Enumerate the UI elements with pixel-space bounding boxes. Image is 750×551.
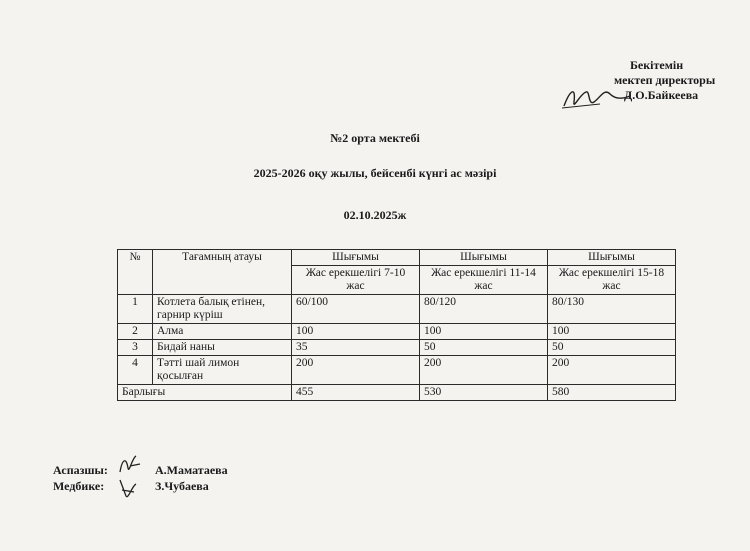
row-number: 1 — [118, 295, 153, 324]
yield-value: 100 — [548, 324, 676, 340]
approval-line-3: Д.О.Байкеева — [624, 88, 699, 102]
menu-table — [117, 249, 676, 401]
director-signature — [560, 80, 632, 114]
menu-subtitle: 2025-2026 оқу жылы, бейсенбі күнгі ас мәзірі — [253, 166, 497, 180]
age-group-header: Жас ерекшелігі 11-14 жас — [420, 266, 548, 295]
dish-name: Тәтті шай лимон қосылған — [153, 356, 292, 385]
menu-date: 02.10.2025ж — [343, 208, 407, 222]
yield-value: 200 — [292, 356, 420, 385]
table-header-row — [118, 250, 676, 266]
approval-line-1: Бекітемін — [630, 58, 684, 72]
col-yield-header: Шығымы — [548, 250, 676, 266]
col-number-header: № — [118, 250, 153, 295]
col-name-header: Тағамның атауы — [153, 250, 292, 295]
table-row — [118, 356, 676, 385]
col-yield-header: Шығымы — [420, 250, 548, 266]
table-row — [118, 340, 676, 356]
dish-name: Алма — [153, 324, 292, 340]
cook-signature — [116, 452, 144, 478]
approval-line-2: мектеп директоры — [614, 73, 716, 87]
total-value: 455 — [292, 385, 420, 401]
yield-value: 100 — [420, 324, 548, 340]
dish-name: Котлета балық етінен, гарнир күріш — [153, 295, 292, 324]
yield-value: 100 — [292, 324, 420, 340]
table-total-row — [118, 385, 676, 401]
yield-value: 80/120 — [420, 295, 548, 324]
yield-value: 200 — [420, 356, 548, 385]
total-label: Барлығы — [118, 385, 292, 401]
col-yield-header: Шығымы — [292, 250, 420, 266]
yield-value: 35 — [292, 340, 420, 356]
dish-name: Бидай наны — [153, 340, 292, 356]
school-title: №2 орта мектебі — [330, 131, 420, 145]
signer-role: Аспазшы: — [53, 463, 108, 477]
table-row — [118, 295, 676, 324]
row-number: 4 — [118, 356, 153, 385]
yield-value: 60/100 — [292, 295, 420, 324]
table-row — [118, 324, 676, 340]
age-group-header: Жас ерекшелігі 15-18 жас — [548, 266, 676, 295]
yield-value: 80/130 — [548, 295, 676, 324]
row-number: 3 — [118, 340, 153, 356]
total-value: 530 — [420, 385, 548, 401]
nurse-signature — [114, 476, 142, 502]
age-group-header: Жас ерекшелігі 7-10 жас — [292, 266, 420, 295]
yield-value: 200 — [548, 356, 676, 385]
signer-role: Медбике: — [53, 479, 105, 493]
yield-value: 50 — [420, 340, 548, 356]
signer-name: А.Маматаева — [155, 463, 228, 477]
signer-name: З.Чубаева — [155, 479, 209, 493]
yield-value: 50 — [548, 340, 676, 356]
total-value: 580 — [548, 385, 676, 401]
row-number: 2 — [118, 324, 153, 340]
